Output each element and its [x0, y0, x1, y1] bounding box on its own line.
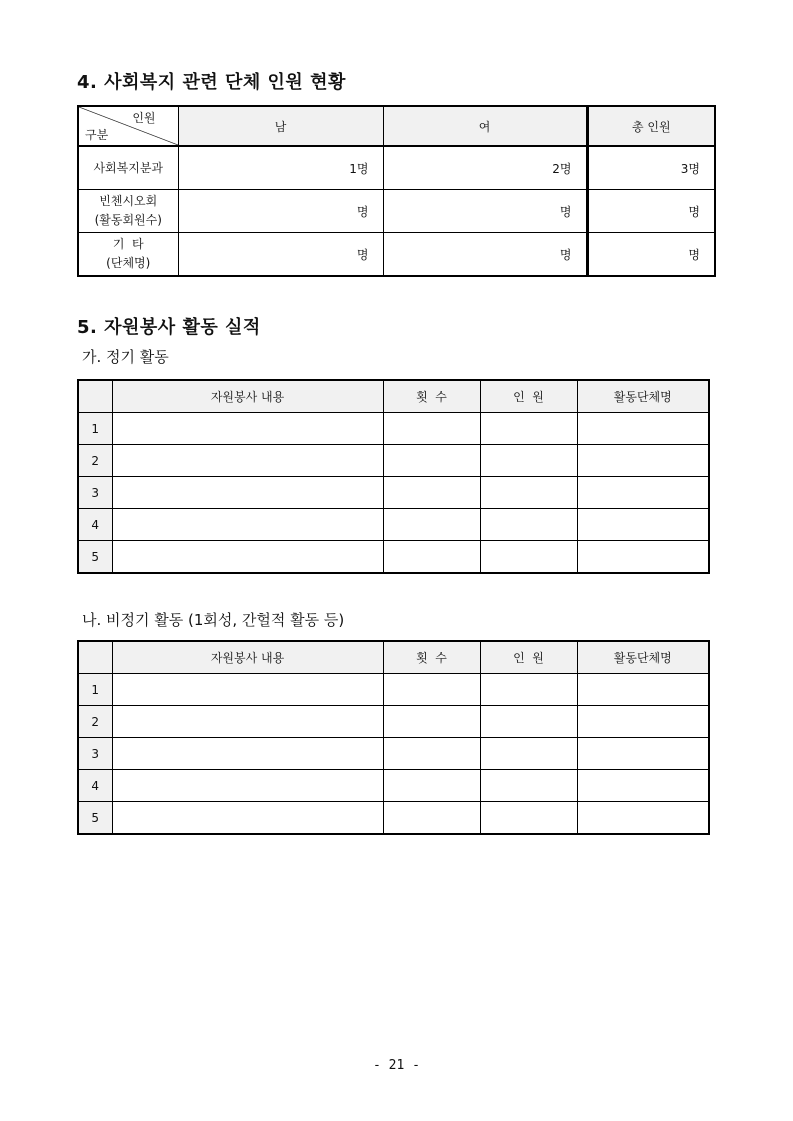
count-cell[interactable] — [383, 541, 480, 574]
table-row — [78, 541, 709, 574]
header-count: 횟 수 — [383, 641, 480, 674]
content-cell[interactable] — [112, 770, 383, 802]
group-cell[interactable] — [577, 509, 709, 541]
header-people: 인 원 — [480, 641, 577, 674]
section5-heading: 5. 자원봉사 활동 실적 — [77, 317, 261, 338]
people-cell[interactable] — [480, 413, 577, 445]
activity-header-row — [78, 641, 709, 674]
count-cell[interactable] — [383, 445, 480, 477]
people-cell[interactable] — [480, 541, 577, 574]
row-label: 사회복지분과 — [78, 146, 178, 190]
table-row — [78, 233, 715, 277]
group-cell[interactable] — [577, 413, 709, 445]
people-cell[interactable] — [480, 770, 577, 802]
content-cell[interactable] — [112, 706, 383, 738]
header-count: 횟 수 — [383, 380, 480, 413]
group-cell[interactable] — [577, 445, 709, 477]
staff-table — [77, 105, 716, 277]
header-female: 여 — [383, 106, 587, 146]
group-cell[interactable] — [577, 674, 709, 706]
table-row — [78, 445, 709, 477]
people-cell[interactable] — [480, 802, 577, 835]
table-row — [78, 770, 709, 802]
diag-top-label: 인원 — [132, 111, 156, 125]
people-cell[interactable] — [480, 706, 577, 738]
activity-header-row — [78, 380, 709, 413]
header-content: 자원봉사 내용 — [112, 641, 383, 674]
people-cell[interactable] — [480, 674, 577, 706]
header-male: 남 — [178, 106, 383, 146]
section4-heading: 4. 사회복지 관련 단체 인원 현황 — [77, 72, 346, 93]
staff-header-row — [78, 106, 715, 146]
row-number: 3 — [78, 477, 112, 509]
content-cell[interactable] — [112, 674, 383, 706]
row-number: 2 — [78, 706, 112, 738]
group-cell[interactable] — [577, 706, 709, 738]
table-row — [78, 190, 715, 233]
header-group-name: 활동단체명 — [577, 641, 709, 674]
male-count: 1명 — [178, 146, 383, 190]
male-count: 명 — [178, 190, 383, 233]
row-number: 5 — [78, 802, 112, 835]
people-cell[interactable] — [480, 477, 577, 509]
group-cell[interactable] — [577, 770, 709, 802]
count-cell[interactable] — [383, 770, 480, 802]
regular-activity-table — [77, 379, 710, 574]
content-cell[interactable] — [112, 445, 383, 477]
irregular-activity-subheading: 나. 비정기 활동 (1회성, 간헐적 활동 등) — [82, 611, 345, 629]
total-count: 명 — [587, 233, 715, 277]
female-count: 명 — [383, 190, 587, 233]
row-label: 빈첸시오회 (활동회원수) — [78, 190, 178, 233]
female-count: 2명 — [383, 146, 587, 190]
total-count: 3명 — [587, 146, 715, 190]
row-number: 1 — [78, 413, 112, 445]
group-cell[interactable] — [577, 477, 709, 509]
table-row — [78, 413, 709, 445]
people-cell[interactable] — [480, 509, 577, 541]
row-number: 4 — [78, 770, 112, 802]
regular-activity-subheading: 가. 정기 활동 — [82, 348, 169, 366]
row-number: 3 — [78, 738, 112, 770]
table-row — [78, 509, 709, 541]
female-count: 명 — [383, 233, 587, 277]
count-cell[interactable] — [383, 706, 480, 738]
table-row — [78, 146, 715, 190]
group-cell[interactable] — [577, 541, 709, 574]
index-header — [78, 641, 112, 674]
male-count: 명 — [178, 233, 383, 277]
irregular-activity-table — [77, 640, 710, 835]
count-cell[interactable] — [383, 413, 480, 445]
table-row — [78, 802, 709, 835]
header-total: 총 인원 — [587, 106, 715, 146]
page-number: - 21 - — [373, 1058, 420, 1073]
table-row — [78, 738, 709, 770]
header-content: 자원봉사 내용 — [112, 380, 383, 413]
diag-bottom-label: 구분 — [85, 128, 109, 142]
row-number: 2 — [78, 445, 112, 477]
diagonal-header-cell — [78, 106, 178, 146]
row-label: 기 타 (단체명) — [78, 233, 178, 277]
header-group-name: 활동단체명 — [577, 380, 709, 413]
header-people: 인 원 — [480, 380, 577, 413]
row-number: 4 — [78, 509, 112, 541]
table-row — [78, 706, 709, 738]
people-cell[interactable] — [480, 445, 577, 477]
count-cell[interactable] — [383, 509, 480, 541]
people-cell[interactable] — [480, 738, 577, 770]
group-cell[interactable] — [577, 738, 709, 770]
content-cell[interactable] — [112, 509, 383, 541]
content-cell[interactable] — [112, 413, 383, 445]
total-count: 명 — [587, 190, 715, 233]
content-cell[interactable] — [112, 541, 383, 574]
table-row — [78, 477, 709, 509]
content-cell[interactable] — [112, 738, 383, 770]
index-header — [78, 380, 112, 413]
group-cell[interactable] — [577, 802, 709, 835]
content-cell[interactable] — [112, 802, 383, 835]
row-number: 1 — [78, 674, 112, 706]
count-cell[interactable] — [383, 802, 480, 835]
count-cell[interactable] — [383, 738, 480, 770]
table-row — [78, 674, 709, 706]
row-number: 5 — [78, 541, 112, 574]
content-cell[interactable] — [112, 477, 383, 509]
count-cell[interactable] — [383, 674, 480, 706]
count-cell[interactable] — [383, 477, 480, 509]
